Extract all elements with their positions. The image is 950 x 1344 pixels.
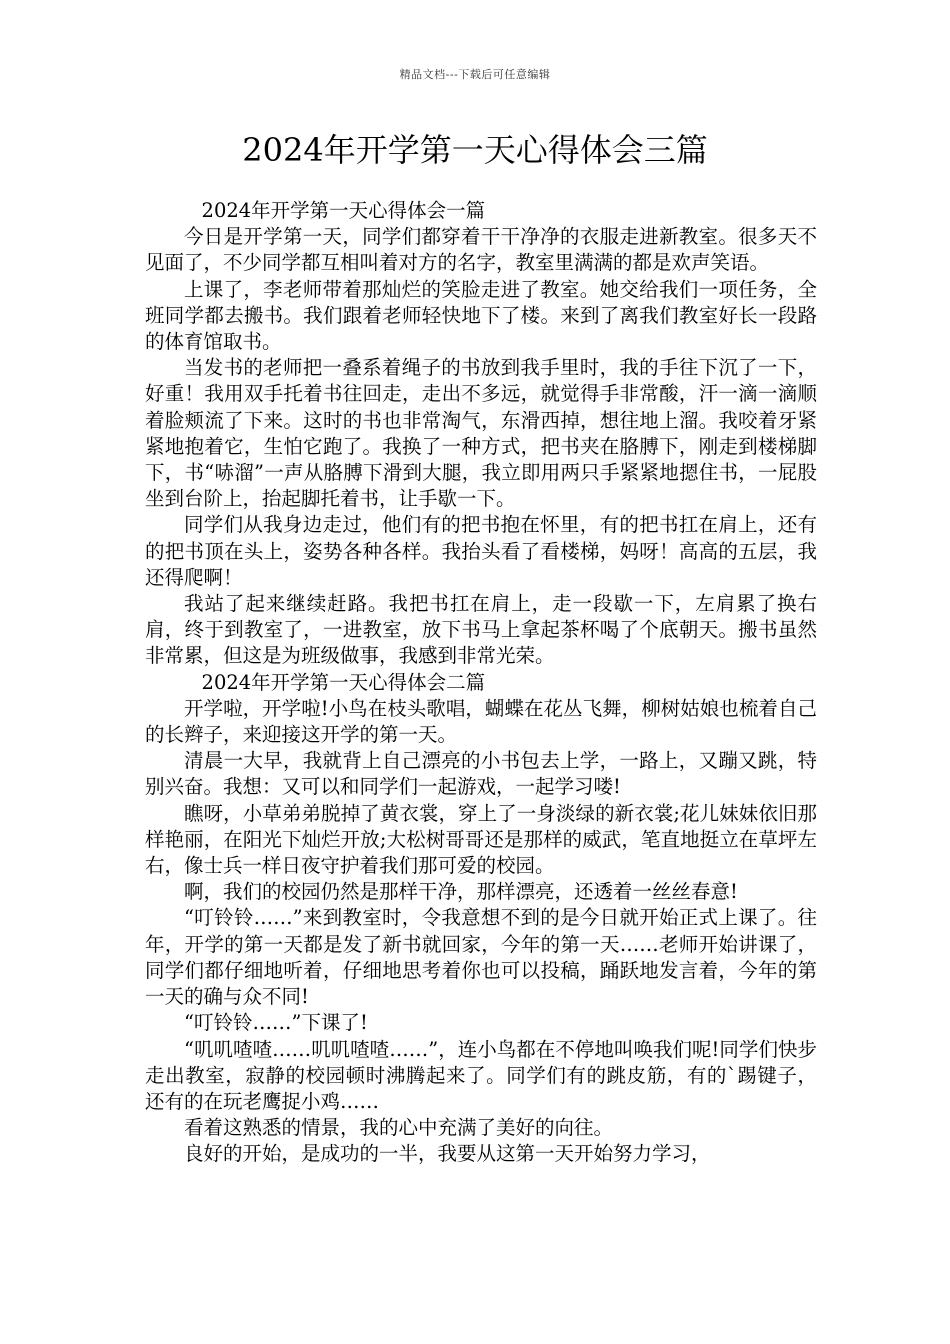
paragraph: 我站了起来继续赶路。我把书扛在肩上，走一段歇一下，左肩累了换右肩，终于到教室了，一进教室，放下书马上拿起茶杯喝了个底朝天。搬书虽然非常累，但这是为班级做事，我感到非常光荣。 bbox=[145, 592, 817, 668]
paragraph: 上课了，李老师带着那灿烂的笑脸走进了教室。她交给我们一项任务，全班同学都去搬书。我们跟着老师轻快地下了楼。来到了离我们教室好长一段路的体育馆取书。 bbox=[145, 277, 817, 354]
document-title: 2024年开学第一天心得体会三篇 bbox=[242, 131, 708, 169]
paragraph: 看着这熟悉的情景，我的心中充满了美好的向往。 bbox=[184, 1116, 614, 1140]
paragraph: “叮铃铃……”来到教室时，令我意想不到的是今日就开始正式上课了。往年，开学的第一天都是发了新书就回家，今年的第一天……老师开始讲课了，同学们都仔细地听着，仔细地思考着你也可以投稿，踊跃地发言着，今年的第一天的确与众不同! bbox=[145, 906, 817, 1009]
paragraph: 啊，我们的校园仍然是那样干净，那样漂亮，还透着一丝丝春意! bbox=[184, 880, 738, 904]
paragraph: “叮铃铃……”下课了! bbox=[184, 1011, 368, 1035]
paragraph: 当发书的老师把一叠系着绳子的书放到我手里时，我的手往下沉了一下，好重！我用双手托着书往回走，走出不多远，就觉得手非常酸，汗一滴一滴顺着脸颊流了下来。这时的书也非常淘气，东滑西掉，想往地上溜。我咬着牙紧紧地抱着它，生怕它跑了。我换了一种方式，把书夹在胳膊下，刚走到楼梯脚下，书“哧溜”一声从胳膊下滑到大腿，我立即用两只手紧紧地摁住书，一屁股坐到台阶上，抬起脚托着书，让手歇一下。 bbox=[145, 356, 817, 511]
header-note: 精品文档---下载后可任意编辑 bbox=[399, 68, 551, 81]
paragraph: 今日是开学第一天，同学们都穿着干干净净的衣服走进新教室。很多天不见面了，不少同学都互相叫着对方的名字，教室里满满的都是欢声笑语。 bbox=[145, 225, 817, 275]
paragraph: 清晨一大早，我就背上自己漂亮的小书包去上学，一路上，又蹦又跳，特别兴奋。我想：又可以和同学们一起游戏，一起学习喽! bbox=[145, 749, 817, 799]
paragraph: 瞧呀，小草弟弟脱掉了黄衣裳，穿上了一身淡绿的新衣裳;花儿妹妹依旧那样艳丽，在阳光下灿烂开放;大松树哥哥还是那样的威武，笔直地挺立在草坪左右，像士兵一样日夜守护着我们那可爱的校园。 bbox=[145, 801, 817, 878]
paragraph: 开学啦，开学啦!小鸟在枝头歌唱，蝴蝶在花丛飞舞，柳树姑娘也梳着自己的长辫子，来迎接这开学的第一天。 bbox=[145, 696, 817, 747]
paragraph: 同学们从我身边走过，他们有的把书抱在怀里，有的把书扛在肩上，还有的把书顶在头上，姿势各种各样。我抬头看了看楼梯，妈呀！高高的五层，我还得爬啊！ bbox=[145, 513, 817, 589]
section-heading-1: 2024年开学第一天心得体会一篇 bbox=[201, 199, 486, 222]
paragraph: “叽叽喳喳……叽叽喳喳……”，连小鸟都在不停地叫唤我们呢!同学们快步走出教室，寂静的校园顿时沸腾起来了。同学们有的跳皮筋，有的`踢键子，还有的在玩老鹰捉小鸡…… bbox=[145, 1037, 817, 1113]
section-heading-2: 2024年开学第一天心得体会二篇 bbox=[201, 670, 486, 694]
document-body bbox=[145, 198, 817, 1168]
paragraph: 良好的开始，是成功的一半，我要从这第一天开始努力学习， bbox=[184, 1142, 711, 1166]
